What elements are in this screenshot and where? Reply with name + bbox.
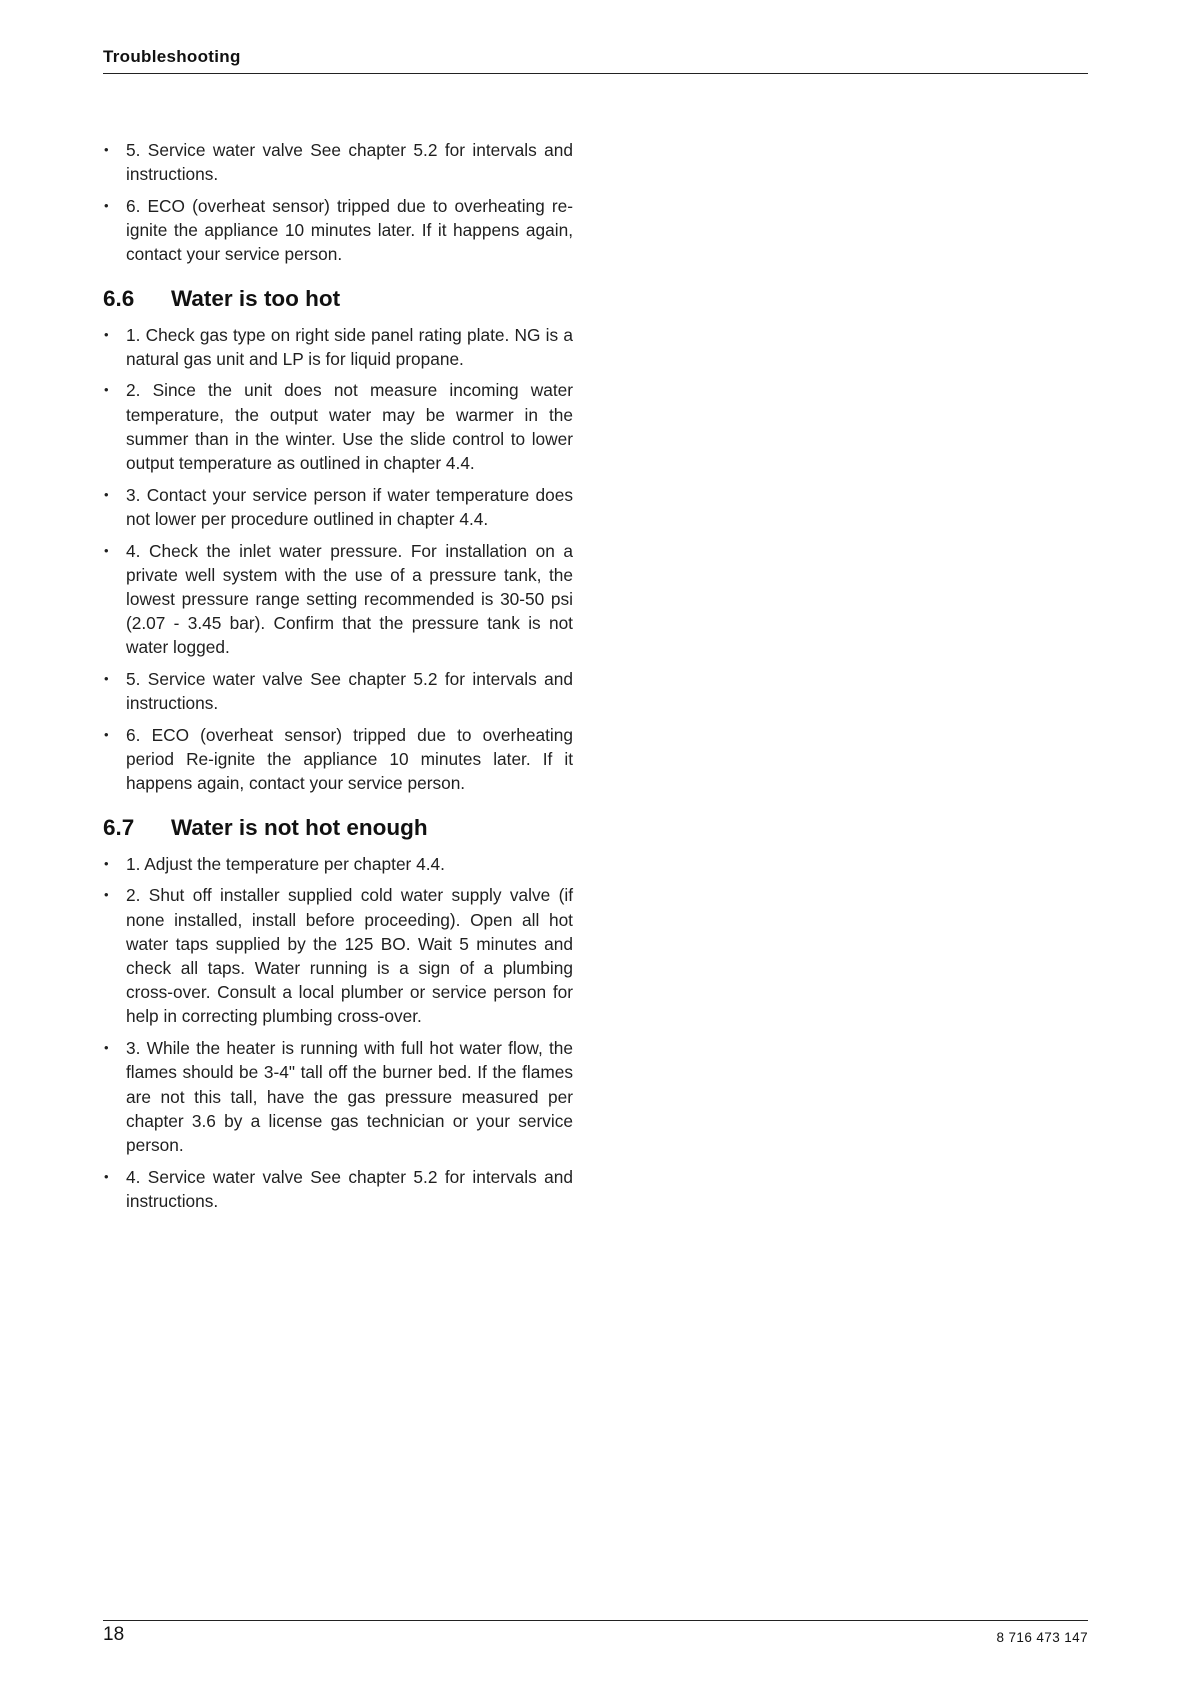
list-item: • 3. Contact your service person if water temperature does not lower per procedure outlined in chapter 4.4. — [103, 483, 573, 531]
list-item: • 4. Service water valve See chapter 5.2 for intervals and instructions. — [103, 1165, 573, 1213]
header-rule — [103, 73, 1088, 74]
list-item: • 3. While the heater is running with full hot water flow, the flames should be 3-4" tall off the burner bed. If the flames are not this tall, have the gas pressure measured per chapter 3.6 by a license gas technician or your service person. — [103, 1036, 573, 1157]
list-item: • 5. Service water valve See chapter 5.2 for intervals and instructions. — [103, 138, 573, 186]
section-title: Water is too hot — [171, 285, 341, 311]
intro-list — [103, 138, 573, 267]
section-heading-6-7 — [103, 814, 573, 842]
page-number: 18 — [103, 1624, 125, 1645]
list-item: • 2. Shut off installer supplied cold water supply valve (if none installed, install before proceeding). Open all hot water taps supplied by the 125 BO. Wait 5 minutes and check all taps. Water running is a sign of a plumbing cross-over. Consult a local plumber or service person for help in correcting plumbing cross-over. — [103, 883, 573, 1028]
list-item: • 2. Since the unit does not measure incoming water temperature, the output water may be warmer in the summer than in the winter. Use the slide control to lower output temperature as outlined in chapter 4.4. — [103, 378, 573, 475]
section-number: 6.6 — [103, 285, 135, 311]
section-number: 6.7 — [103, 814, 135, 840]
header-title: Troubleshooting — [103, 47, 241, 66]
footer-rule — [103, 1620, 1088, 1621]
section-6-7-list — [103, 852, 573, 1213]
list-item: • 1. Adjust the temperature per chapter 4.4. — [103, 852, 573, 876]
section-title: Water is not hot enough — [171, 814, 428, 840]
list-item: • 1. Check gas type on right side panel rating plate. NG is a natural gas unit and LP is for liquid propane. — [103, 323, 573, 371]
page-header — [103, 46, 1088, 68]
document-number: 8 716 473 147 — [996, 1630, 1088, 1645]
list-item: • 4. Check the inlet water pressure. For installation on a private well system with the use of a pressure tank, the lowest pressure range setting recommended is 30-50 psi (2.07 - 3.45 bar). Confirm that the pressure tank is not water logged. — [103, 539, 573, 660]
section-6-6-list — [103, 323, 573, 796]
list-item: • 6. ECO (overheat sensor) tripped due to overheating period Re-ignite the appliance 10 minutes later. If it happens again, contact your service person. — [103, 723, 573, 796]
main-content — [103, 138, 573, 1221]
list-item: • 5. Service water valve See chapter 5.2 for intervals and instructions. — [103, 667, 573, 715]
section-heading-6-6 — [103, 285, 573, 313]
list-item: • 6. ECO (overheat sensor) tripped due to overheating re-ignite the appliance 10 minutes later. If it happens again, contact your service person. — [103, 194, 573, 267]
